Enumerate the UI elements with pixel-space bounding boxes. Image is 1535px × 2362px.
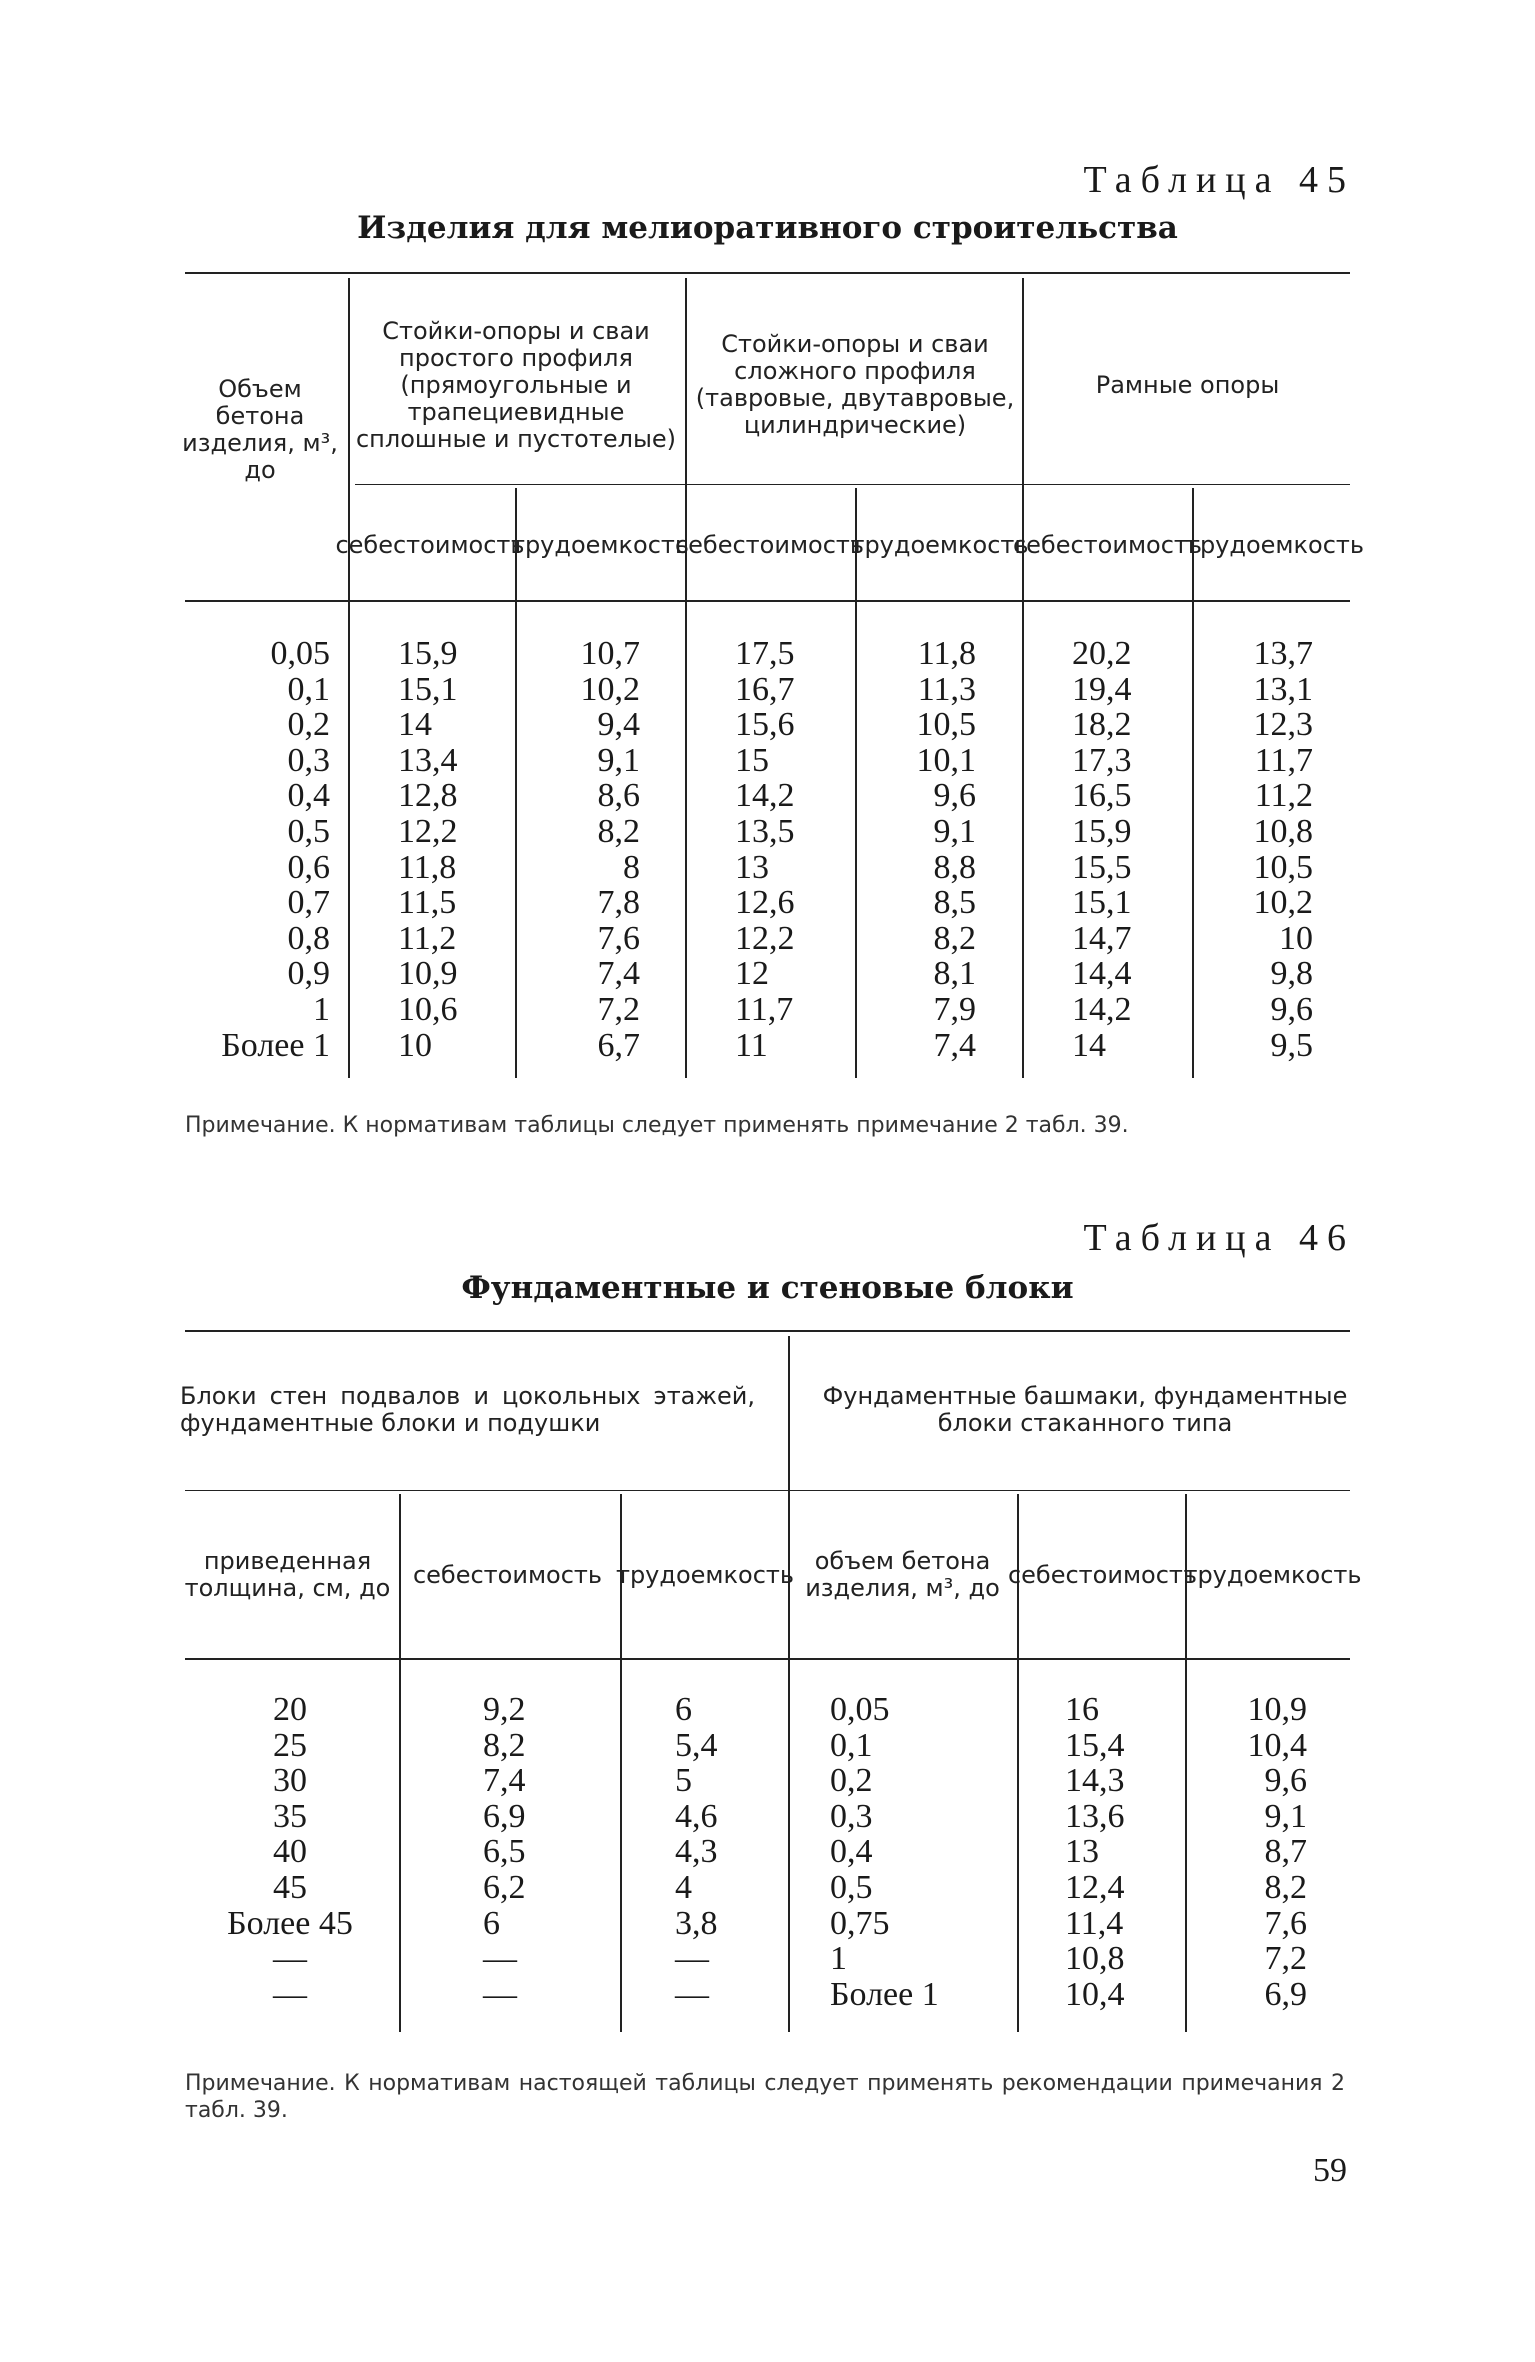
table-cell: 3,8 <box>675 1904 718 1942</box>
table-cell: 13,4 <box>398 741 458 779</box>
table-cell: 10,4 <box>1247 1726 1307 1764</box>
table-46-col-volume <box>830 1692 1010 2012</box>
table-45-header-bottom-rule <box>185 600 1350 602</box>
table-cell: 8,2 <box>933 919 976 957</box>
table-cell: Более 1 <box>830 1975 939 2013</box>
table-cell: 30 <box>273 1762 307 1800</box>
table-cell: 9,1 <box>1264 1797 1307 1835</box>
table-cell: 15,9 <box>398 635 458 672</box>
table-45-col-g3-cost <box>1072 636 1182 1063</box>
table-46-title: Фундаментные и стеновые блоки <box>461 1270 1074 1306</box>
table-cell: 9,4 <box>597 706 640 744</box>
table-cell: 14,4 <box>1072 955 1132 993</box>
table-cell: 10,6 <box>398 990 458 1028</box>
table-cell: 1 <box>830 1940 847 1978</box>
table-cell: 0,4 <box>830 1833 873 1871</box>
table-cell: 13,7 <box>1253 635 1313 672</box>
table-cell: 15,9 <box>1072 812 1132 850</box>
table-cell: 18,2 <box>1072 706 1132 744</box>
table-cell: 14,3 <box>1065 1762 1125 1800</box>
table-cell: Более 45 <box>227 1904 353 1942</box>
table-45-header-g3-labor: трудоемкость <box>1185 530 1365 559</box>
table-cell: 8,1 <box>933 955 976 993</box>
table-45-header-g1-cost: себестоимость <box>335 530 525 559</box>
table-cell: 0,7 <box>287 884 330 922</box>
table-cell: 0,8 <box>287 919 330 957</box>
table-45-col-g2-labor <box>870 636 976 1063</box>
table-46-note: Примечание. К нормативам настоящей таблицы следует применять рекомендации примечания 2 табл. 39. <box>185 2071 1345 2123</box>
table-46-divider <box>788 1336 790 2032</box>
table-cell: 8,8 <box>933 848 976 886</box>
table-cell: 8,7 <box>1264 1833 1307 1871</box>
table-cell: 10,2 <box>1253 884 1313 922</box>
table-cell: 15,1 <box>398 670 458 708</box>
table-cell: 9,6 <box>1264 1762 1307 1800</box>
table-cell: 7,2 <box>1264 1940 1307 1978</box>
table-45-header-g3-cost: себестоимость <box>1012 530 1203 559</box>
table-cell: 13 <box>735 848 769 886</box>
table-cell: 0,05 <box>270 635 330 672</box>
table-45-col-volume <box>185 636 330 1063</box>
table-cell: 12,3 <box>1253 706 1313 744</box>
table-cell: 10,8 <box>1253 812 1313 850</box>
table-cell: Более 1 <box>221 1026 330 1064</box>
table-cell: 6,9 <box>483 1797 526 1835</box>
table-cell: 11,8 <box>398 848 457 886</box>
table-cell: 15,6 <box>735 706 795 744</box>
table-45-header-volume: Объем бетона изделия, м³, до <box>182 375 338 484</box>
table-cell: 15,1 <box>1072 884 1132 922</box>
table-cell: 0,4 <box>287 777 330 815</box>
table-46-col-g1-cost <box>483 1692 593 2012</box>
table-cell: 0,1 <box>287 670 330 708</box>
table-45-col-g2-cost <box>735 636 845 1063</box>
table-45-label: Таблица 45 <box>1083 159 1355 201</box>
table-cell: 5 <box>675 1762 692 1800</box>
table-46-header-group2: Фундаментные башмаки, фундаментные блоки стаканного типа <box>822 1382 1348 1437</box>
table-cell: 5,4 <box>675 1726 718 1764</box>
table-cell: 0,05 <box>830 1691 890 1728</box>
table-cell: 16,7 <box>735 670 795 708</box>
table-46-header-group1: Блоки стен подвалов и цокольных этажей, фундаментные блоки и подушки <box>180 1382 755 1437</box>
table-45-divider <box>855 488 857 1078</box>
table-cell: 10,5 <box>1253 848 1313 886</box>
table-cell: 9,6 <box>1270 990 1313 1028</box>
table-cell: 13,6 <box>1065 1797 1125 1835</box>
table-46-col-g2-cost <box>1065 1692 1175 2012</box>
table-cell: 12,2 <box>398 812 458 850</box>
table-cell: 10,4 <box>1065 1975 1125 2013</box>
table-45-col-g3-labor <box>1210 636 1313 1063</box>
table-cell: 12,6 <box>735 884 795 922</box>
table-45-header-group3: Рамные опоры <box>1095 370 1280 399</box>
table-cell: 20,2 <box>1072 635 1132 672</box>
table-cell: 10,5 <box>916 706 976 744</box>
table-cell: 35 <box>273 1797 307 1835</box>
table-45-divider <box>1022 278 1024 1078</box>
table-cell: 8,5 <box>933 884 976 922</box>
table-cell: 0,3 <box>830 1797 873 1835</box>
table-46-top-rule <box>185 1330 1350 1332</box>
table-45-col-g1-cost <box>398 636 508 1063</box>
table-cell: 11,7 <box>735 990 794 1028</box>
table-cell: — <box>675 1940 709 1978</box>
table-cell: 11 <box>735 1026 768 1064</box>
table-cell: 0,2 <box>287 706 330 744</box>
table-cell: 12,8 <box>398 777 458 815</box>
table-cell: 12 <box>735 955 769 993</box>
table-cell: 0,9 <box>287 955 330 993</box>
table-cell: 7,4 <box>933 1026 976 1064</box>
table-cell: 13,5 <box>735 812 795 850</box>
table-cell: 16,5 <box>1072 777 1132 815</box>
table-cell: 11,8 <box>917 635 976 672</box>
table-cell: 7,6 <box>597 919 640 957</box>
table-46-header-thickness: приведенная толщина, см, до <box>184 1547 391 1602</box>
table-cell: 6 <box>483 1904 500 1942</box>
table-cell: 11,2 <box>398 919 457 957</box>
table-46-header-g1-labor: трудоемкость <box>615 1560 795 1589</box>
table-cell: 1 <box>313 990 330 1028</box>
table-cell: 13,1 <box>1253 670 1313 708</box>
table-45-header-g1-labor: трудоемкость <box>510 530 690 559</box>
table-45-header-g2-labor: трудоемкость <box>850 530 1029 559</box>
table-cell: 20 <box>273 1691 307 1728</box>
table-cell: 7,2 <box>597 990 640 1028</box>
table-cell: 13 <box>1065 1833 1099 1871</box>
table-cell: 45 <box>273 1868 307 1906</box>
table-cell: 15,5 <box>1072 848 1132 886</box>
table-45-title: Изделия для мелиоративного строительства <box>357 210 1178 246</box>
table-cell: 11,2 <box>1254 777 1313 815</box>
table-cell: 7,8 <box>597 884 640 922</box>
table-46-header-bottom-rule <box>185 1658 1350 1660</box>
table-cell: 9,6 <box>933 777 976 815</box>
table-cell: 9,8 <box>1270 955 1313 993</box>
table-45-divider <box>685 278 687 1078</box>
table-cell: 6,2 <box>483 1868 526 1906</box>
table-cell: 6,9 <box>1264 1975 1307 2013</box>
table-cell: 12,2 <box>735 919 795 957</box>
table-cell: 9,2 <box>483 1691 526 1728</box>
table-cell: 8,2 <box>1264 1868 1307 1906</box>
table-cell: 19,4 <box>1072 670 1132 708</box>
table-cell: 0,2 <box>830 1762 873 1800</box>
table-45-note: Примечание. К нормативам таблицы следует применять примечание 2 табл. 39. <box>185 1113 1129 1138</box>
table-cell: 14,7 <box>1072 919 1132 957</box>
table-46-col-g1-labor <box>675 1692 775 2012</box>
table-cell: 16 <box>1065 1691 1099 1728</box>
table-cell: 17,3 <box>1072 741 1132 779</box>
table-cell: 4,3 <box>675 1833 718 1871</box>
table-46-col-g2-labor <box>1210 1692 1307 2012</box>
table-cell: 14,2 <box>1072 990 1132 1028</box>
table-46-col-thickness <box>195 1692 385 2012</box>
table-45-header-group2: Стойки-опоры и сваи сложного профиля (тавровые, двутавровые, цилиндрические) <box>695 330 1015 439</box>
table-cell: 6 <box>675 1691 692 1728</box>
table-46-subheader-rule <box>185 1490 1350 1491</box>
table-45-header-group1: Стойки-опоры и сваи простого профиля (прямоугольные и трапециевидные сплошные и пустотелые) <box>355 316 677 453</box>
table-cell: 11,3 <box>917 670 976 708</box>
table-cell: — <box>273 1975 307 2013</box>
table-cell: 10,9 <box>398 955 458 993</box>
table-cell: 15,4 <box>1065 1726 1125 1764</box>
table-cell: 11,7 <box>1254 741 1313 779</box>
table-cell: 0,6 <box>287 848 330 886</box>
table-46-header-g2-labor: трудоемкость <box>1183 1560 1362 1589</box>
table-cell: 4 <box>675 1868 692 1906</box>
table-45-subheader-rule <box>355 484 1350 485</box>
table-cell: 9,5 <box>1270 1026 1313 1064</box>
table-cell: — <box>483 1975 517 2013</box>
table-46-header-volume: объем бетона изделия, м³, до <box>805 1547 1000 1602</box>
table-cell: 8,2 <box>597 812 640 850</box>
table-cell: 7,6 <box>1264 1904 1307 1942</box>
page-number: 59 <box>1313 2152 1347 2189</box>
table-cell: 8 <box>623 848 640 886</box>
table-cell: 11,4 <box>1065 1904 1124 1942</box>
table-cell: 9,1 <box>933 812 976 850</box>
table-cell: 14,2 <box>735 777 795 815</box>
table-cell: 40 <box>273 1833 307 1871</box>
table-cell: 8,6 <box>597 777 640 815</box>
table-cell: 0,5 <box>830 1868 873 1906</box>
table-cell: 7,4 <box>483 1762 526 1800</box>
table-cell: 10 <box>1279 919 1313 957</box>
table-46-header-g1-cost: себестоимость <box>412 1560 603 1589</box>
table-cell: 0,1 <box>830 1726 873 1764</box>
table-45-top-rule <box>185 272 1350 274</box>
table-cell: 10,7 <box>580 635 640 672</box>
table-cell: 10,2 <box>580 670 640 708</box>
table-cell: 11,5 <box>398 884 457 922</box>
table-cell: 0,75 <box>830 1904 890 1942</box>
table-45-divider <box>515 488 517 1078</box>
table-46-label: Таблица 46 <box>1083 1217 1355 1259</box>
table-cell: 0,3 <box>287 741 330 779</box>
table-cell: 6,5 <box>483 1833 526 1871</box>
table-cell: 10 <box>398 1026 432 1064</box>
table-45-col-g1-labor <box>540 636 640 1063</box>
table-cell: 12,4 <box>1065 1868 1125 1906</box>
table-cell: 15 <box>735 741 769 779</box>
table-45-divider <box>1192 488 1194 1078</box>
table-cell: 9,1 <box>597 741 640 779</box>
table-cell: 10,9 <box>1247 1691 1307 1728</box>
table-cell: 7,4 <box>597 955 640 993</box>
table-cell: — <box>273 1940 307 1978</box>
table-cell: 10,1 <box>916 741 976 779</box>
table-cell: 25 <box>273 1726 307 1764</box>
table-cell: 8,2 <box>483 1726 526 1764</box>
table-cell: 0,5 <box>287 812 330 850</box>
table-45-header-g2-cost: себестоимость <box>674 530 865 559</box>
table-cell: 4,6 <box>675 1797 718 1835</box>
table-cell: — <box>675 1975 709 2013</box>
table-cell: — <box>483 1940 517 1978</box>
table-cell: 6,7 <box>597 1026 640 1064</box>
table-cell: 10,8 <box>1065 1940 1125 1978</box>
table-cell: 14 <box>1072 1026 1106 1064</box>
table-46-header-g2-cost: себестоимость <box>1007 1560 1198 1589</box>
table-cell: 14 <box>398 706 432 744</box>
table-cell: 7,9 <box>933 990 976 1028</box>
table-cell: 17,5 <box>735 635 795 672</box>
